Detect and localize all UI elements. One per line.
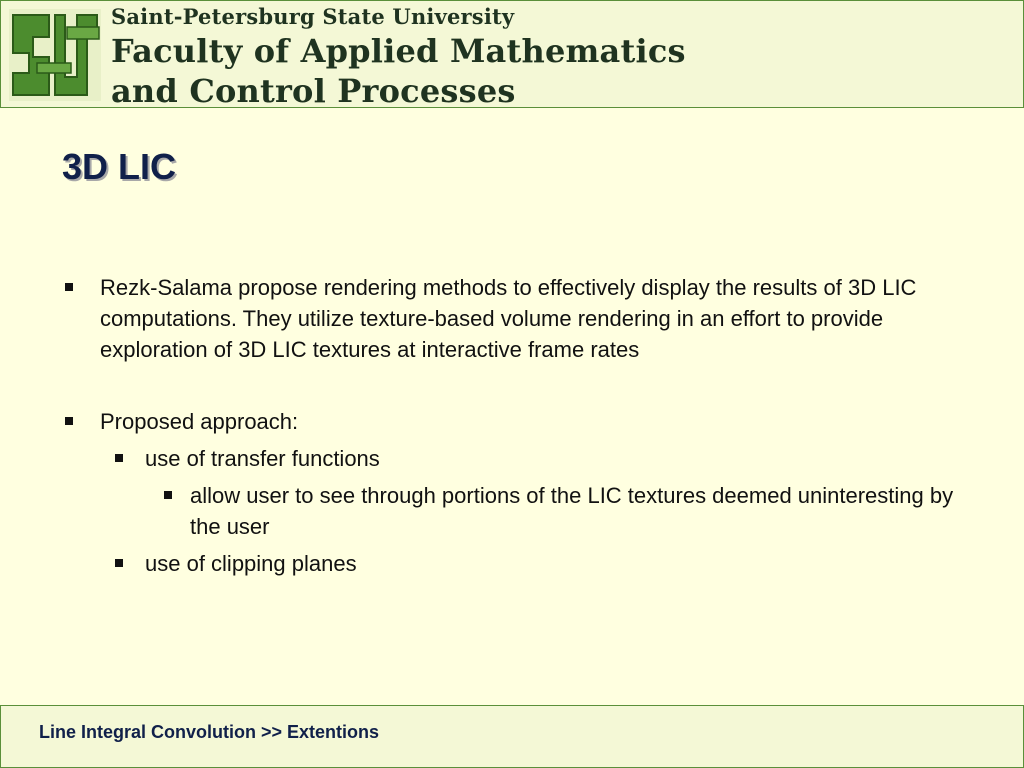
- slide-footer: [0, 705, 1024, 768]
- bullet-square-icon: [164, 491, 172, 499]
- bullet-square-icon: [115, 559, 123, 567]
- university-name: Saint-Petersburg State University: [111, 4, 515, 29]
- faculty-logo-icon: [7, 7, 103, 103]
- bullet-text: Rezk-Salama propose rendering methods to effectively display the results of 3D LIC computations. They utilize texture-based volume rendering in an effort to provide exploration of 3D LIC textures at interactive frame rates: [100, 275, 917, 362]
- bullet-item: [60, 406, 960, 437]
- slide-header: [0, 0, 1024, 108]
- sub-bullet-item: [60, 443, 960, 474]
- faculty-name-line1: Faculty of Applied Mathematics: [111, 32, 686, 70]
- sub-bullet-text: use of clipping planes: [145, 551, 357, 576]
- sub-bullet-item: [60, 548, 960, 579]
- bullet-square-icon: [65, 417, 73, 425]
- sub-bullet-text: use of transfer functions: [145, 446, 380, 471]
- slide-content: [60, 272, 960, 579]
- footer-breadcrumb: Line Integral Convolution >> Extentions: [39, 722, 380, 742]
- sub-sub-bullet-text: allow user to see through portions of the LIC textures deemed uninteresting by the user: [190, 483, 954, 539]
- bullet-square-icon: [65, 283, 73, 291]
- bullet-text: Proposed approach:: [100, 409, 299, 434]
- faculty-name-line2: and Control Processes: [111, 72, 516, 110]
- bullet-square-icon: [115, 454, 123, 462]
- slide-title: 3D LIC: [62, 146, 177, 187]
- sub-sub-bullet-item: [60, 480, 960, 542]
- bullet-item: [60, 272, 960, 365]
- header-text: [111, 5, 686, 111]
